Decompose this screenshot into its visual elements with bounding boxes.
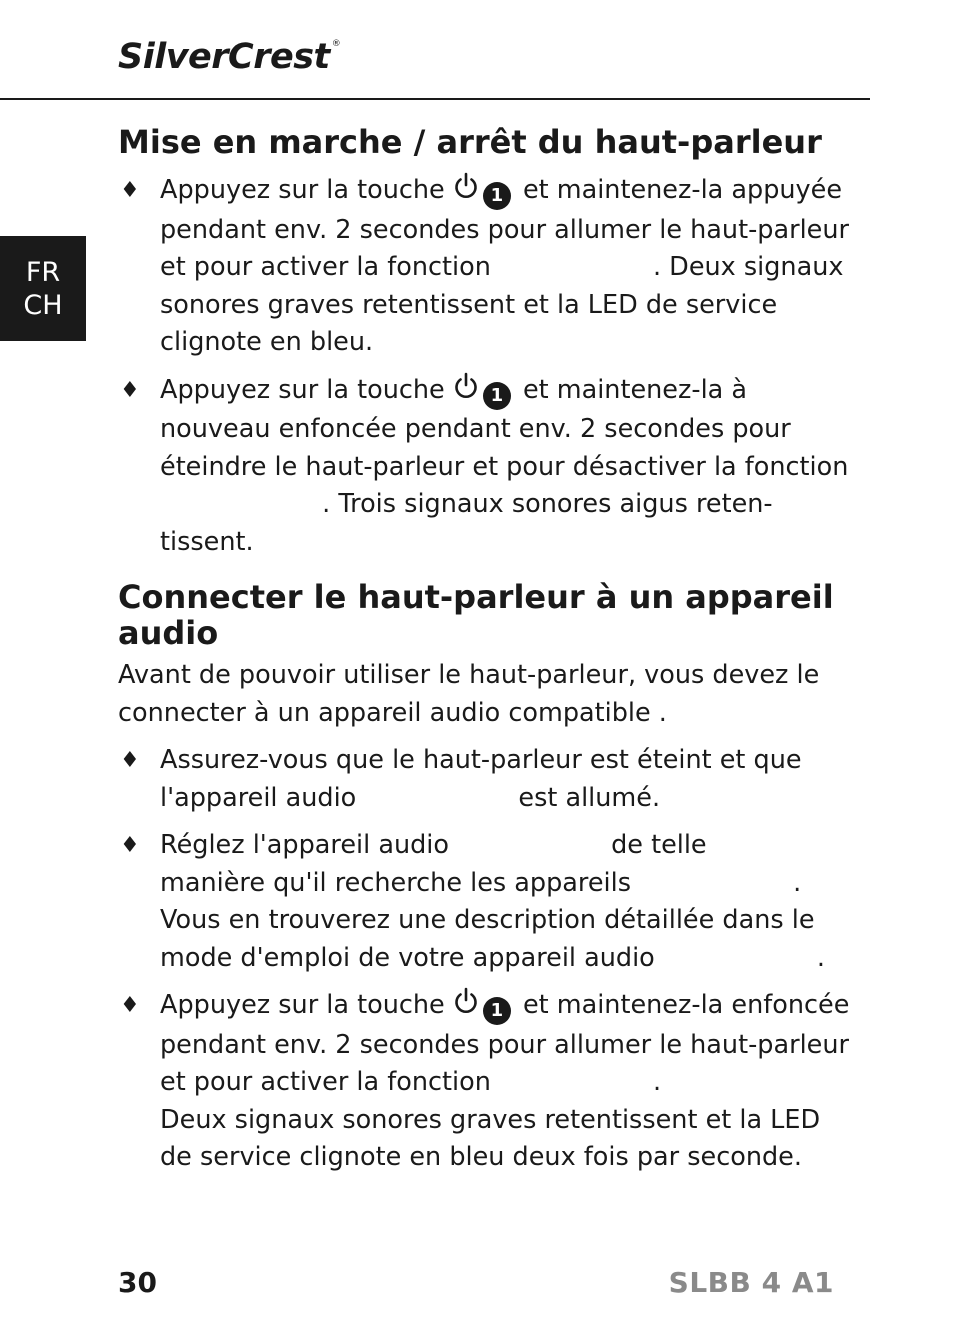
text-segment: pendant env. 2 secondes pour allumer le haut-parleur bbox=[160, 214, 849, 245]
text-line bbox=[160, 1139, 848, 1177]
text-segment: nouveau enfoncée pendant env. 2 secondes pour bbox=[160, 414, 791, 444]
language-tab bbox=[0, 236, 86, 341]
text-segment: et pour activer la fonction . bbox=[160, 1067, 662, 1097]
bullet-icon: ♦ bbox=[120, 178, 140, 203]
text-segment: Réglez l'appareil audio de telle bbox=[160, 830, 707, 860]
bullet-icon: ♦ bbox=[120, 993, 140, 1018]
text-line bbox=[160, 987, 848, 1027]
text-line bbox=[160, 865, 848, 903]
text-segment: Appuyez sur la touche bbox=[160, 990, 453, 1020]
text-segment: Vous en trouverez une description détaillée dans le bbox=[160, 905, 815, 935]
text-line bbox=[160, 449, 848, 487]
list-item bbox=[118, 987, 848, 1177]
page-number: 30 bbox=[118, 1266, 157, 1299]
text-line bbox=[160, 827, 848, 865]
text-segment: éteindre le haut-parleur et pour désactiver la fonction bbox=[160, 451, 849, 482]
power-icon bbox=[453, 172, 479, 212]
text-segment: . Trois signaux sonores aigus reten- bbox=[160, 489, 773, 519]
text-line bbox=[160, 1064, 848, 1102]
text-segment: sonores graves retentissent et la LED de service bbox=[160, 289, 778, 320]
text-line bbox=[160, 411, 848, 449]
text-segment: Assurez-vous que le haut-parleur est éteint et que bbox=[160, 745, 802, 775]
power-icon bbox=[453, 372, 479, 412]
bullet-icon: ♦ bbox=[120, 377, 140, 403]
list-item bbox=[118, 372, 848, 562]
connect-intro-paragraph: Avant de pouvoir utiliser le haut-parleur, vous devez le connecter à un appareil audio compatible . bbox=[118, 660, 820, 728]
text-line bbox=[160, 940, 848, 978]
bullet-icon: ♦ bbox=[120, 833, 140, 858]
callout-number-badge: 1 bbox=[483, 997, 511, 1025]
list-item bbox=[118, 742, 848, 817]
text-segment: et maintenez-la enfoncée bbox=[514, 990, 850, 1020]
text-line bbox=[160, 524, 848, 562]
section-title-power: Mise en marche / arrêt du haut-parleur bbox=[118, 123, 822, 161]
text-segment: de service clignote en bleu deux fois par seconde. bbox=[160, 1142, 802, 1172]
text-segment: manière qu'il recherche les appareils . bbox=[160, 867, 802, 898]
text-segment: Appuyez sur la touche bbox=[160, 175, 453, 205]
model-number: SLBB 4 A1 bbox=[668, 1266, 834, 1299]
text-line bbox=[160, 324, 848, 362]
power-instructions-list bbox=[118, 172, 848, 561]
language-code-fr: FR bbox=[25, 256, 61, 288]
text-segment: mode d'emploi de votre appareil audio . bbox=[160, 942, 825, 973]
list-item bbox=[118, 827, 848, 977]
registered-mark: ® bbox=[331, 39, 341, 49]
text-segment: Deux signaux sonores graves retentissent et la LED bbox=[160, 1104, 821, 1135]
text-line bbox=[160, 780, 848, 818]
text-line bbox=[160, 212, 848, 250]
power-icon bbox=[453, 987, 479, 1027]
text-line bbox=[160, 287, 848, 325]
brand-name: SilverCrest bbox=[118, 37, 330, 77]
text-segment: et maintenez-la à bbox=[514, 374, 748, 405]
text-segment: tissent. bbox=[160, 526, 254, 557]
text-line bbox=[160, 1027, 848, 1065]
text-line bbox=[160, 249, 848, 287]
text-line bbox=[160, 172, 848, 212]
text-segment: l'appareil audio est allumé. bbox=[160, 782, 661, 813]
text-segment: clignote en bleu. bbox=[160, 327, 374, 357]
text-segment: pendant env. 2 secondes pour allumer le haut-parleur bbox=[160, 1029, 849, 1060]
language-code-ch: CH bbox=[23, 289, 63, 321]
list-item bbox=[118, 172, 848, 362]
callout-number-badge: 1 bbox=[483, 182, 511, 210]
text-segment: et pour activer la fonction . Deux signaux bbox=[160, 252, 844, 282]
text-line bbox=[160, 742, 848, 780]
text-line bbox=[160, 486, 848, 524]
text-line bbox=[160, 1102, 848, 1140]
callout-number-badge: 1 bbox=[483, 382, 511, 410]
bullet-icon: ♦ bbox=[120, 748, 140, 773]
page-content bbox=[118, 124, 848, 1187]
text-line bbox=[160, 372, 848, 412]
text-segment: Appuyez sur la touche bbox=[160, 374, 453, 405]
connect-instructions-list bbox=[118, 742, 848, 1177]
text-line bbox=[160, 902, 848, 940]
text-segment: et maintenez-la appuyée bbox=[514, 175, 843, 205]
brand-logo bbox=[118, 37, 341, 77]
header-rule bbox=[0, 98, 870, 100]
section-title-connect: Connecter le haut-parleur à un appareil audio bbox=[118, 578, 834, 652]
